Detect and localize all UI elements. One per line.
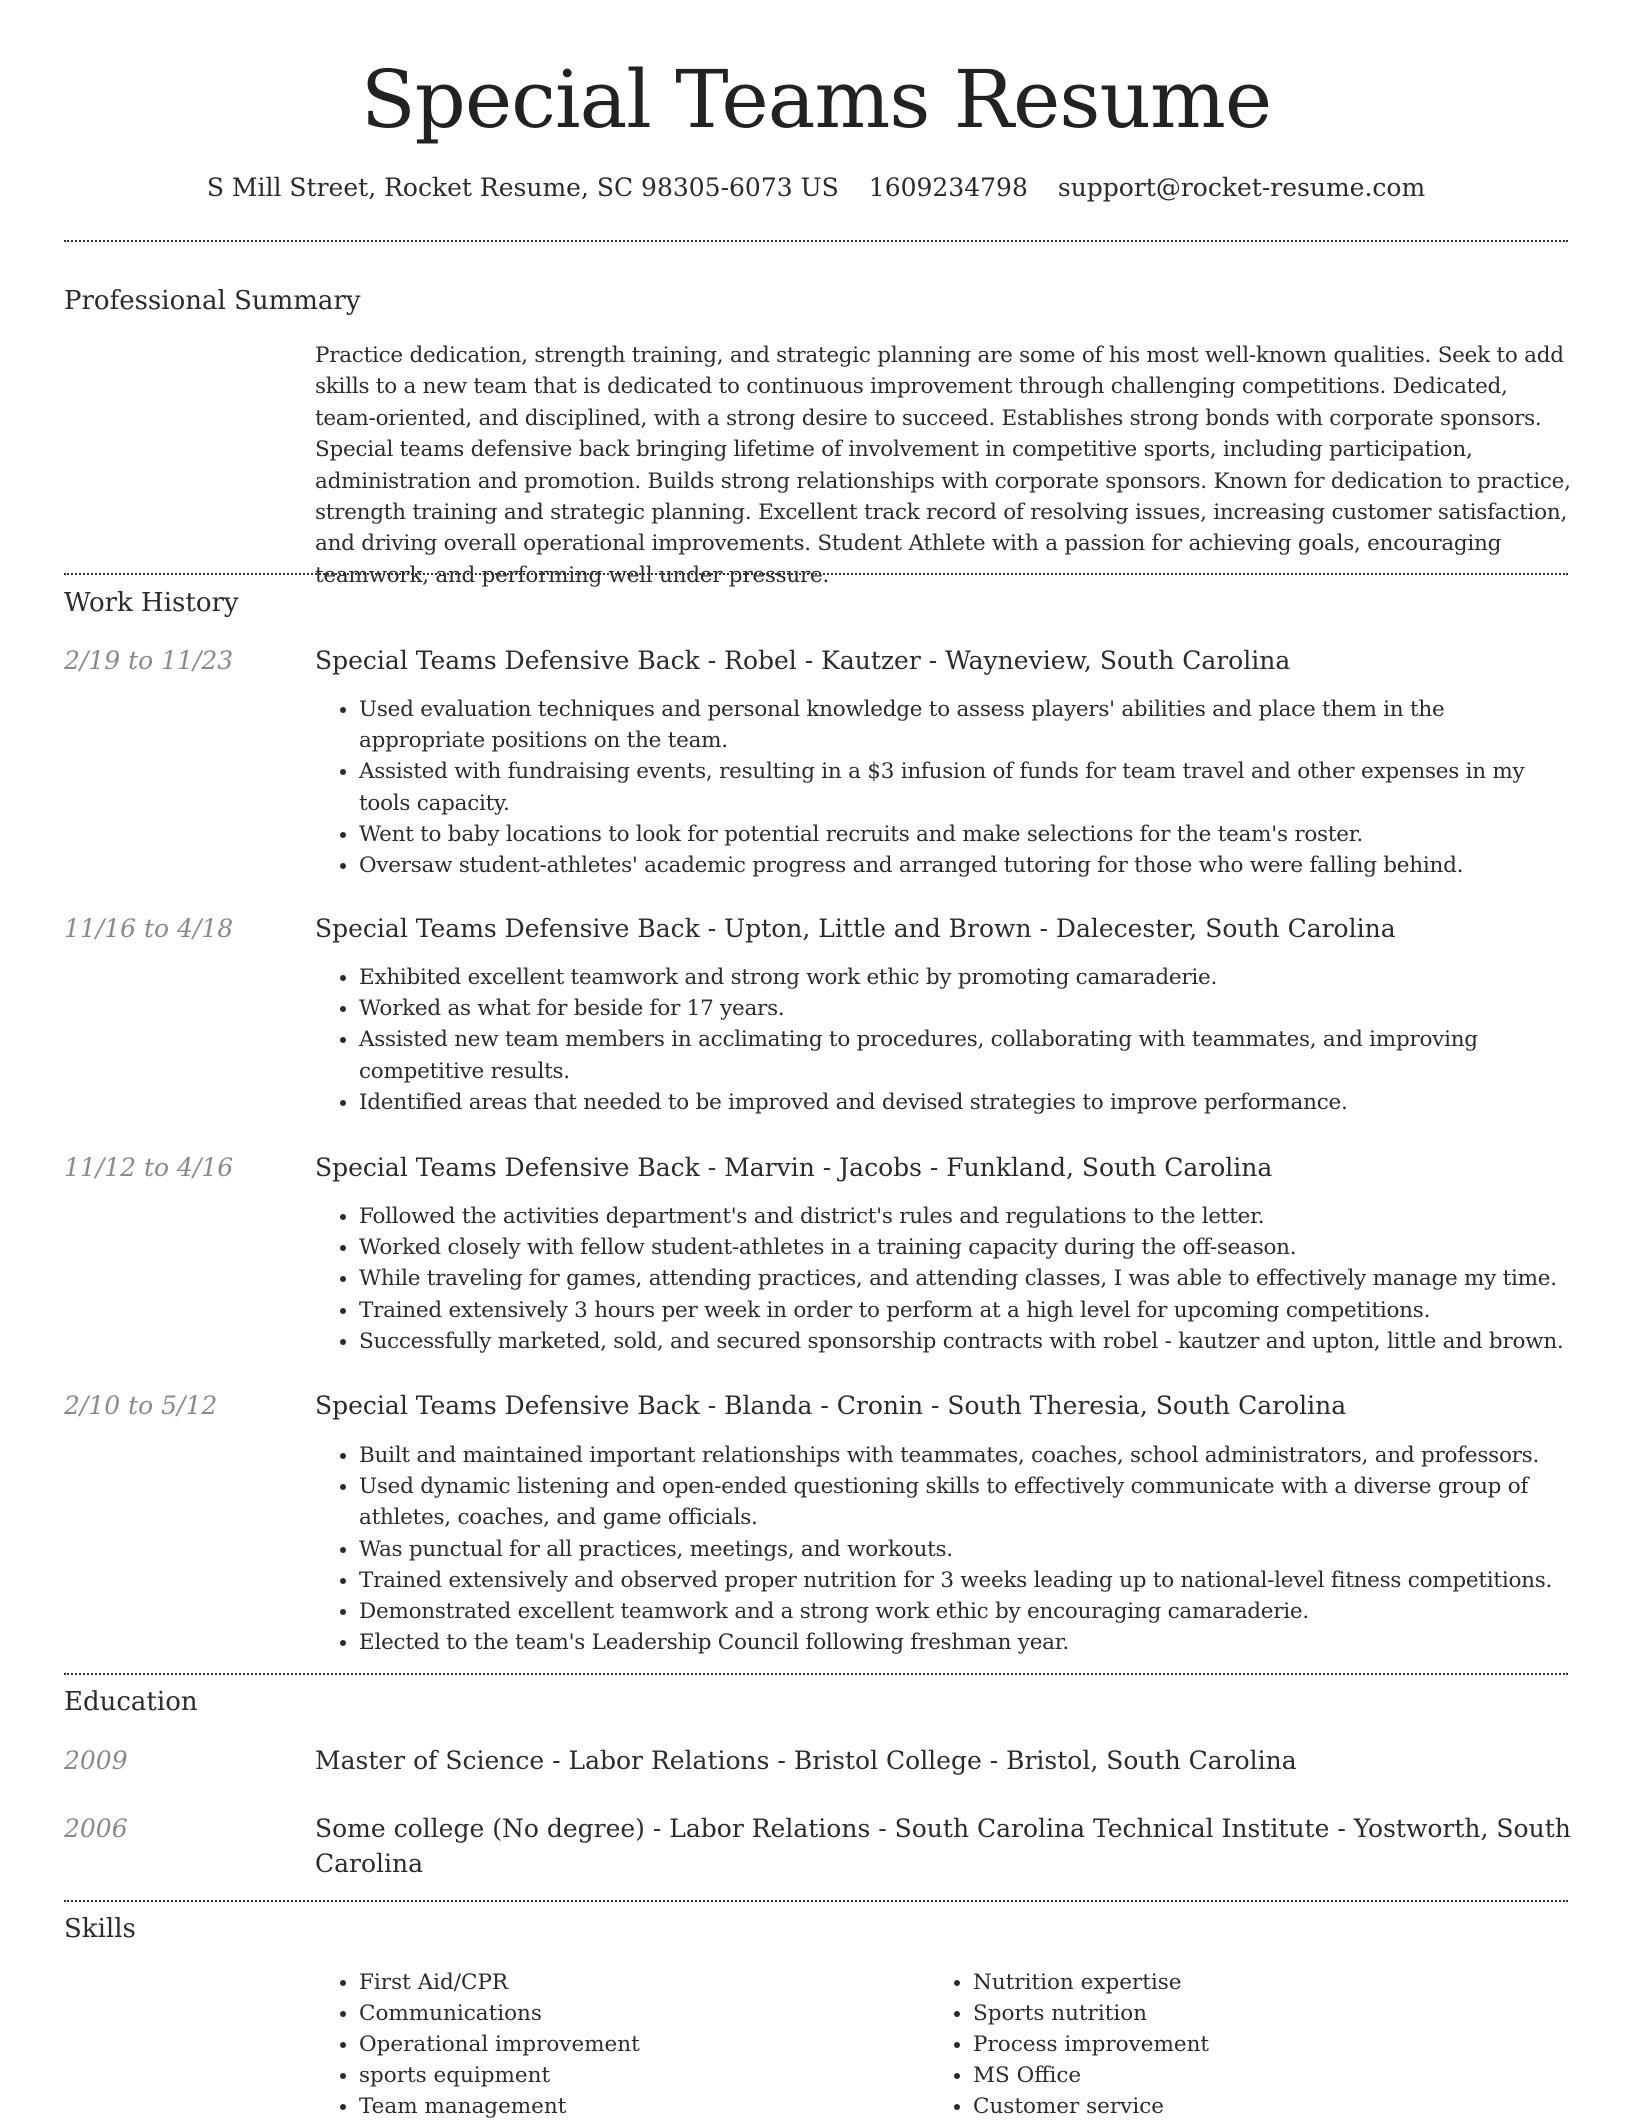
job-bullets <box>315 1201 1571 1357</box>
contact-phone: 1609234798 <box>868 173 1028 202</box>
education-year: 2009 <box>64 1746 128 1775</box>
job-title: Special Teams Defensive Back - Blanda - Cronin - South Theresia, South Carolina <box>315 1391 1347 1420</box>
list-item: • Followed the activities department's and district's rules and regulations to the letter. <box>359 1201 1571 1232</box>
list-item: • MS Office <box>973 2060 1209 2091</box>
list-item: • Nutrition expertise <box>973 1967 1209 1998</box>
list-item: • Went to baby locations to look for potential recruits and make selections for the team's roster. <box>359 819 1571 850</box>
job-dates: 11/12 to 4/16 <box>64 1153 234 1182</box>
summary-heading: Professional Summary <box>64 286 361 316</box>
list-item: • Exhibited excellent teamwork and strong work ethic by promoting camaraderie. <box>359 962 1571 993</box>
work-history-heading: Work History <box>64 588 239 618</box>
list-item: • While traveling for games, attending practices, and attending classes, I was able to effectively manage my time. <box>359 1263 1571 1294</box>
list-item: • Demonstrated excellent teamwork and a strong work ethic by encouraging camaraderie. <box>359 1596 1571 1627</box>
contact-line <box>0 172 1632 204</box>
section-divider <box>64 1673 1568 1675</box>
list-item: • Trained extensively 3 hours per week in order to perform at a high level for upcoming competitions. <box>359 1295 1571 1326</box>
summary-text: Practice dedication, strength training, and strategic planning are some of his most well-known qualities. Seek to add skills to a new team that is dedicated to continuous improvement through challenging competitions. Dedicated, team-oriented, and disciplined, with a strong desire to succeed. Establishes strong bonds with corporate sponsors. Special teams defensive back bringing lifetime of involvement in competitive sports, including participation, administration and promotion. Builds strong relationships with corporate sponsors. Known for dedication to practice, strength training and strategic planning. Excellent track record of resolving issues, increasing customer satisfaction, and driving overall operational improvements. Student Athlete with a passion for achieving goals, encouraging teamwork, and performing well under pressure. <box>315 343 1571 588</box>
education-year: 2006 <box>64 1814 128 1843</box>
skills-list-left <box>315 1967 640 2122</box>
job-dates: 2/19 to 11/23 <box>64 646 234 675</box>
list-item: • Assisted with fundraising events, resulting in a $3 infusion of funds for team travel and other expenses in my tools capacity. <box>359 756 1571 818</box>
education-title: Master of Science - Labor Relations - Bristol College - Bristol, South Carolina <box>315 1746 1297 1775</box>
education-heading: Education <box>64 1687 198 1717</box>
list-item: • Worked closely with fellow student-athletes in a training capacity during the off-season. <box>359 1232 1571 1263</box>
list-item: • Team management <box>359 2091 640 2122</box>
skills-heading: Skills <box>64 1914 136 1944</box>
list-item: • Sports nutrition <box>973 1998 1209 2029</box>
resume-name: Special Teams Resume <box>360 53 1272 146</box>
job-title: Special Teams Defensive Back - Marvin - Jacobs - Funkland, South Carolina <box>315 1153 1273 1182</box>
skills-list-right <box>929 1967 1209 2122</box>
job-bullets <box>315 962 1571 1118</box>
list-item: • Trained extensively and observed proper nutrition for 3 weeks leading up to national-level fitness competitions. <box>359 1565 1571 1596</box>
list-item: • Built and maintained important relationships with teammates, coaches, school administrators, and professors. <box>359 1440 1571 1471</box>
contact-address: S Mill Street, Rocket Resume, SC 98305-6073 US <box>206 173 839 202</box>
list-item: • Customer service <box>973 2091 1209 2122</box>
job-title: Special Teams Defensive Back - Robel - Kautzer - Wayneview, South Carolina <box>315 646 1291 675</box>
job-dates: 2/10 to 5/12 <box>64 1391 218 1420</box>
list-item: • Oversaw student-athletes' academic progress and arranged tutoring for those who were falling behind. <box>359 850 1571 881</box>
section-divider <box>64 1900 1568 1902</box>
section-divider <box>64 573 1568 575</box>
list-item: • Successfully marketed, sold, and secured sponsorship contracts with robel - kautzer and upton, little and brown. <box>359 1326 1571 1357</box>
section-divider <box>64 240 1568 242</box>
list-item: • Worked as what for beside for 17 years. <box>359 993 1571 1024</box>
list-item: • sports equipment <box>359 2060 640 2091</box>
list-item: • Process improvement <box>973 2029 1209 2060</box>
job-dates: 11/16 to 4/18 <box>64 914 234 943</box>
list-item: • Assisted new team members in acclimating to procedures, collaborating with teammates, and improving competitive results. <box>359 1024 1571 1086</box>
contact-email: support@rocket-resume.com <box>1057 173 1426 202</box>
job-bullets <box>315 694 1571 881</box>
job-bullets <box>315 1440 1571 1658</box>
education-title: Some college (No degree) - Labor Relations - South Carolina Technical Institute - Yostworth, South Carolina <box>315 1814 1571 1878</box>
job-title: Special Teams Defensive Back - Upton, Little and Brown - Dalecester, South Carolina <box>315 914 1396 943</box>
list-item: • First Aid/CPR <box>359 1967 640 1998</box>
list-item: • Used dynamic listening and open-ended questioning skills to effectively communicate with a diverse group of athletes, coaches, and game officials. <box>359 1471 1571 1533</box>
list-item: • Operational improvement <box>359 2029 640 2060</box>
list-item: • Was punctual for all practices, meetings, and workouts. <box>359 1534 1571 1565</box>
list-item: • Elected to the team's Leadership Council following freshman year. <box>359 1627 1571 1658</box>
list-item: • Communications <box>359 1998 640 2029</box>
list-item: • Used evaluation techniques and personal knowledge to assess players' abilities and place them in the appropriate positions on the team. <box>359 694 1571 756</box>
list-item: • Identified areas that needed to be improved and devised strategies to improve performance. <box>359 1087 1571 1118</box>
